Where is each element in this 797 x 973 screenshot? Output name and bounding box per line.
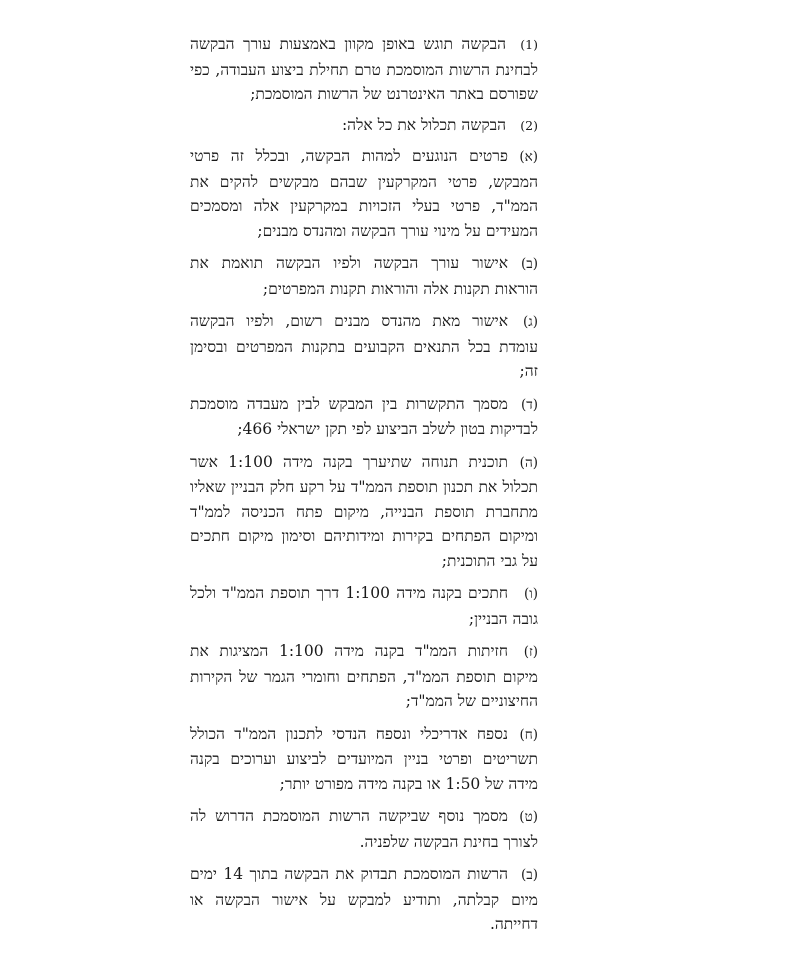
- subparagraph-marker: (א): [519, 149, 538, 165]
- subparagraph-marker: (ה): [519, 454, 538, 471]
- subsection-bet: [190, 862, 538, 937]
- subparagraph-marker: (ג): [523, 314, 538, 330]
- subparagraph-tet: [190, 804, 538, 854]
- paragraph-1: [190, 32, 538, 107]
- subparagraph-text: פרטים הנוגעים למהות הבקשה, ובכלל זה פרטי המבקש, פרטי המקרקעין שבהם מבקשים להקים את הממ"ד, פרטי בעלי הזכויות במקרקעין אלה ומסמכים המעידים על מינוי עורך הבקשה ומהנדס מבנים;: [190, 147, 538, 240]
- paragraph-marker: (1): [520, 37, 538, 52]
- subparagraph-vav: [190, 581, 538, 631]
- subparagraph-marker: (ו): [524, 586, 538, 602]
- subparagraph-gimel: [190, 309, 538, 384]
- subparagraph-text: מסמך התקשרות בין המבקש לבין מעבדה מוסמכת לבדיקות בטון לשלב הביצוע לפי תקן ישראלי 466;: [190, 394, 538, 438]
- paragraph-2: [190, 113, 538, 139]
- subparagraph-text: תוכנית תנוחה שתיערך בקנה מידה 1:100 אשר תכלול את תכנון תוספת הממ"ד על רקע חלק הבניין שאליו מתחברת תוספת הבנייה, מיקום פתח הכניסה לממ"ד ומיקום הפתחים בקירות ומידותיהם וסימון מיקום חתכים על גבי התוכנית;: [190, 452, 538, 570]
- subparagraph-marker: (ח): [519, 726, 538, 743]
- subsection-text: הרשות המוסמכת תבדוק את הבקשה בתוך 14 ימים מיום קבלתה, ותודיע למבקש על אישור הבקשה או דחייתה.: [190, 865, 538, 933]
- subsection-marker: (ב): [520, 867, 538, 883]
- subparagraph-text: אישור מאת מהנדס מבנים רשום, ולפיו הבקשה עומדת בכל התנאים הקבועים בתקנות המפרטים ובסימן זה;: [190, 312, 538, 380]
- subparagraph-he: [190, 450, 538, 574]
- paragraph-marker: (2): [520, 117, 538, 133]
- subparagraph-text: חזיתות הממ"ד בקנה מידה 1:100 המציגות את מיקום תוספת הממ"ד, הפתחים וחומרי הגמר של הקירות החיצוניים של הממ"ד;: [190, 642, 538, 710]
- subparagraph-alef: [190, 144, 538, 243]
- subparagraph-bet: [190, 251, 538, 301]
- subparagraph-text: נספח אדריכלי ונספח הנדסי לתכנון הממ"ד הכולל תשריטים ופרטי בניין המיועדים לביצוע וערוכים בקנה מידה של 1:50 או בקנה מידה מפורט יותר;: [190, 724, 538, 793]
- subparagraph-het: [190, 722, 538, 797]
- paragraph-text: הבקשה תוגש באופן מקוון באמצעות עורך הבקשה לבחינת הרשות המוסמכת טרם תחילת ביצוע העבודה, כפי שפורסם באתר האינטרנט של הרשות המוסמכת;: [190, 35, 538, 103]
- subparagraph-marker: (ב): [520, 256, 538, 272]
- subparagraph-text: מסמך נוסף שביקשה הרשות המוסמכת הדרוש לה לצורך בחינת הבקשה שלפניה.: [190, 807, 538, 851]
- subparagraph-marker: (ז): [523, 644, 539, 660]
- subparagraph-zayin: [190, 639, 538, 714]
- subparagraph-marker: (ד): [520, 396, 538, 413]
- document-body: [190, 32, 538, 943]
- subparagraph-text: חתכים בקנה מידה 1:100 דרך תוספת הממ"ד ולכל גובה הבניין;: [190, 584, 538, 628]
- subparagraph-dalet: [190, 392, 538, 442]
- paragraph-text: הבקשה תכלול את כל אלה:: [341, 115, 506, 134]
- subparagraph-marker: (ט): [519, 809, 538, 825]
- subparagraph-text: אישור עורך הבקשה ולפיו הבקשה תואמת את הוראות תקנות אלה והוראות תקנות המפרטים;: [190, 254, 538, 298]
